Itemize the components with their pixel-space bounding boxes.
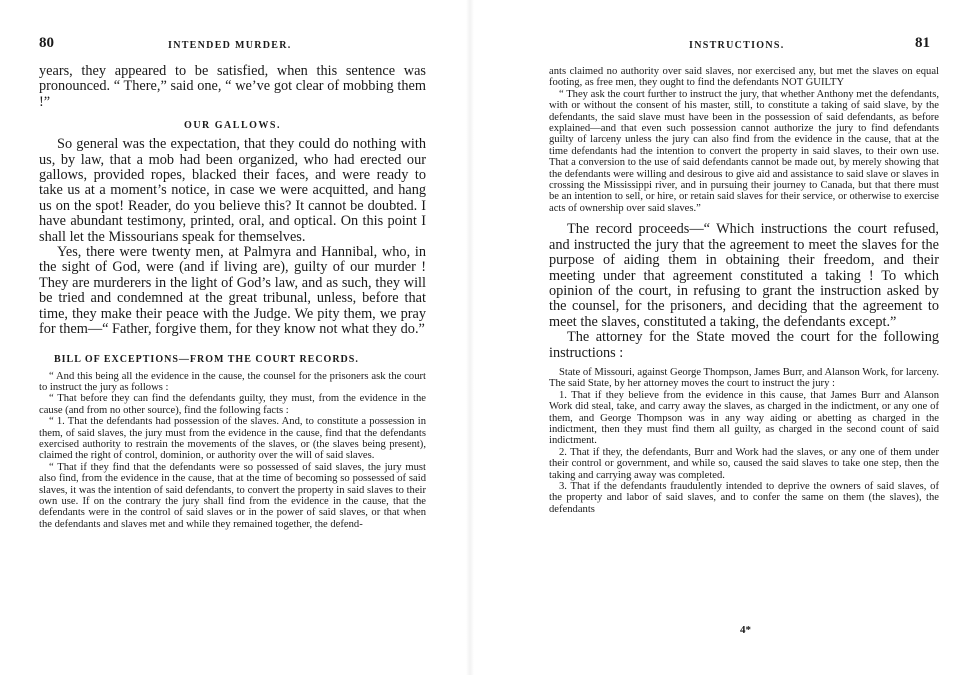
right-text-column: [549, 66, 939, 515]
paragraph-bill-2: “ That before they can find the defendants guilty, they must, from the evidence in the cause (and from no other source), find the following facts :: [39, 393, 426, 416]
left-page-number: 80: [39, 35, 54, 51]
paragraph-r8: 3. That if the defendants fraudulently intended to deprive the owners of said slaves, of the property and labor of said slaves, and to confer the same on them (the slaves), the defendants: [549, 481, 939, 515]
left-text-column: [39, 64, 426, 530]
subheading-our-gallows: OUR GALLOWS.: [184, 120, 281, 132]
paragraph-r7: 2. That if they, the defendants, Burr and Work had the slaves, or any one of them under their control or government, and while so, caused the said slaves to take one step, then the taking and carrying away was completed.: [549, 446, 939, 481]
left-page: [0, 0, 470, 675]
paragraph-bill-3: “ 1. That the defendants had possession of the slaves. And, to constitute a possession in them, of said slaves, the jury must from the evidence in the cause, find that the defendants exercised authority to restrain the movements of the slaves, or (the slaves being present), claimed the right of control, dominion, or authority over the will of said slaves.: [39, 416, 426, 462]
right-page-number: 81: [915, 35, 930, 51]
paragraph-r3: The record proceeds—“ Which instructions the court refused, and instructed the jury that the agreement to meet the slaves for the purpose of aiding them in obtaining their freedom, and their meeting under that agreement constituted a taking ! To which opinion of the court, in refusing to grant the instruction asked by the counsel, for the prisoners, and deciding that the agreement to meet the slaves, constituted a taking, the defendants except.”: [549, 221, 939, 330]
paragraph-r5: State of Missouri, against George Thompson, James Burr, and Alanson Work, for larceny. The said State, by her attorney moves the court to instruct the jury :: [549, 366, 939, 390]
paragraph-continuation: years, they appeared to be satisfied, when this sentence was pronounced. “ There,” said one, “ we’ve got clear of mobbing them !”: [39, 63, 426, 110]
signature-mark: 4*: [740, 624, 751, 636]
paragraph-r2: “ They ask the court further to instruct the jury, that whether Anthony met the defendants, with or without the consent of his master, still, to constitute a taking of said slave, by the defendants, the said slave must have been in the possession of said defendants, as before explained—and that even such possession cannot authorize the jury to find defendants guilty of larceny unless the jury can also find from the evidence in the cause, that at the time defendants had the intention to convert the property in said slaves, to their own use. That a conversion to the use of said defendants cannot be made out, by merely showing that the defendants were willing and desirous to give aid and assistance to said slave or slaves in crossing the Mississippi river, and in pursuing their journey to Canada, but that there must be an intention to sell, or hire, or retain said slaves for their service, or otherwise to exercise acts of ownership over said slaves.”: [549, 88, 939, 214]
right-page: [470, 0, 980, 675]
paragraph-r6: 1. That if they believe from the evidence in this cause, that James Burr and Alanson Work did steal, take, and carry away the slaves, as charged in the indictment, or any one of them, and George Thompson was in any way aiding or abetting as charged in the indictment, then they must find them all guilty, as charged in the second count of said indictment.: [549, 389, 939, 447]
subheading-bill-of-exceptions: BILL OF EXCEPTIONS—FROM THE COURT RECORDS.: [54, 353, 359, 365]
paragraph-r4: The attorney for the State moved the court for the following instructions :: [549, 329, 939, 361]
paragraph-gallows: So general was the expectation, that they could do nothing with us, by law, that a mob had been organized, who had erected our gallows, provided ropes, blacked their faces, and were ready to take us at a moment’s notice, in case we were acquitted, and hang us on the spot! Reader, do you believe this? It cannot be doubted. I have abundant testimony, printed, oral, and optical. On this point I shall let the Missourians speak for themselves.: [39, 136, 426, 245]
paragraph-bill-4: “ That if they find that the defendants were so possessed of said slaves, the jury must also find, from the evidence in the cause, that at the time of becoming so possessed of said slaves, it was the intention of said defendants, to convert the property in said slaves to their own use. If on the contrary the jury shall find from the evidence in the cause, that the defendants were in the control of said slaves or in the power of said slaves, or that when the defendants and slaves met and while they remained together, the defend-: [39, 461, 426, 530]
paragraph-bill-1: “ And this being all the evidence in the cause, the counsel for the prisoners ask the court to instruct the jury as follows :: [39, 370, 426, 393]
paragraph-r1: ants claimed no authority over said slaves, nor exercised any, but met the slaves on equal footing, as free men, they ought to find the defendants NOT GUILTY: [549, 66, 939, 89]
left-running-head: INTENDED MURDER.: [168, 40, 292, 51]
right-running-head: INSTRUCTIONS.: [689, 40, 785, 51]
paragraph-twenty-men: Yes, there were twenty men, at Palmyra and Hannibal, who, in the sight of God, were (and if living are), guilty of our murder ! They are murderers in the light of God’s law, and as such, they will be tried and condemned at the great tribunal, unless, before that time, they make their peace with the Judge. We pity them, we pray for them—“ Father, forgive them, for they know not what they do.”: [39, 244, 426, 338]
